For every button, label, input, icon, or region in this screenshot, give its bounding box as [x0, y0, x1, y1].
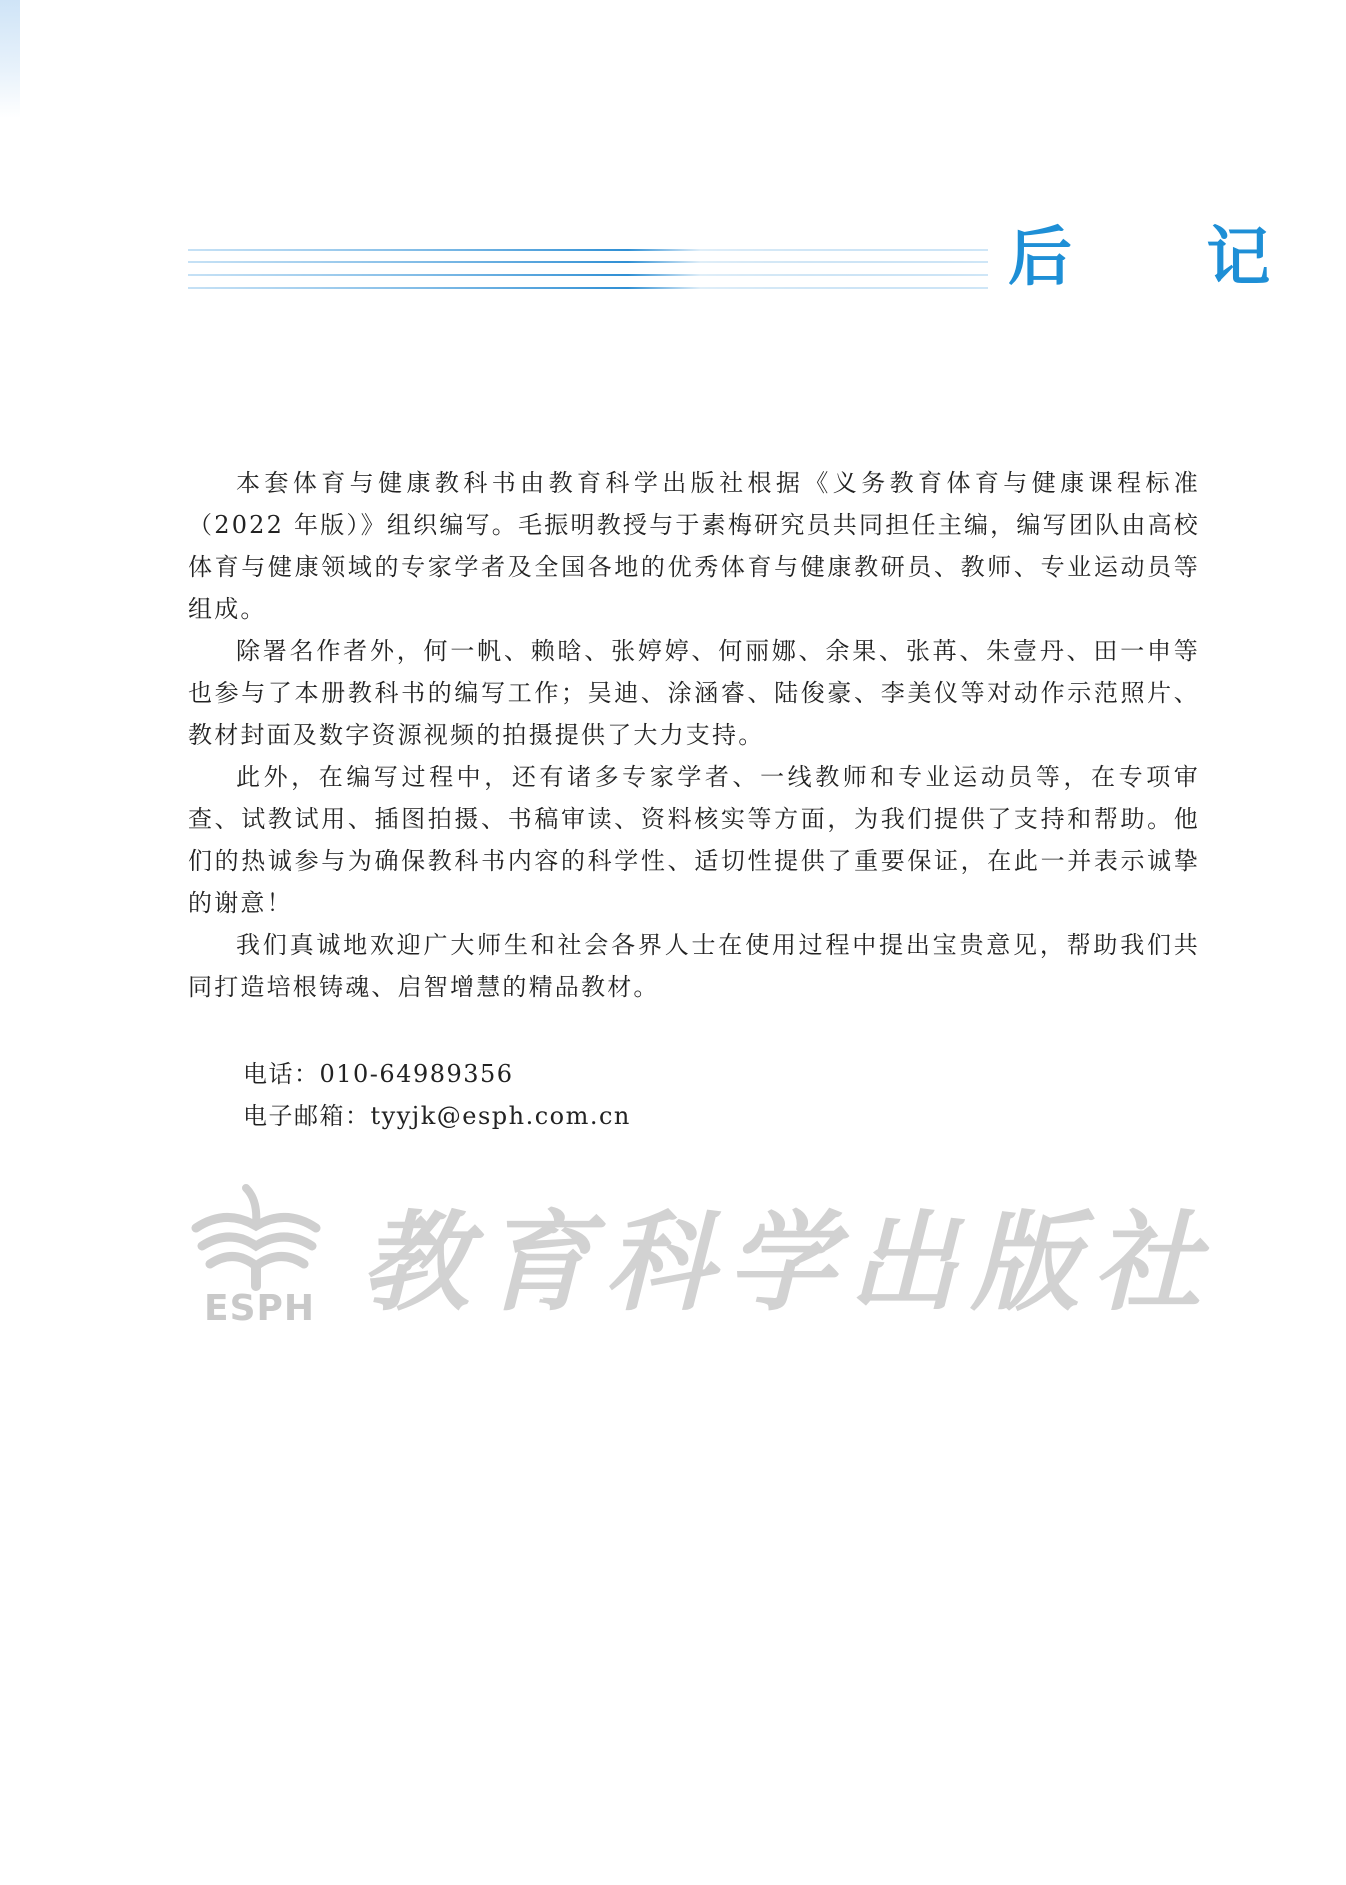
watermark-brand: ESPH	[204, 1288, 316, 1329]
body-text	[188, 462, 1200, 1008]
phone-line: 电话：010-64989356	[243, 1060, 514, 1088]
contact-info	[243, 1053, 631, 1137]
email-line: 电子邮箱：tyyjk@esph.com.cn	[243, 1102, 631, 1130]
header-decorative-lines	[188, 247, 988, 293]
paragraph-2: 除署名作者外，何一帆、赖晗、张婷婷、何丽娜、余果、张苒、朱壹丹、田一申等也参与了本册教科书的编写工作；吴迪、涂涵睿、陆俊豪、李美仪等对动作示范照片、教材封面及数字资源视频的拍摄提供了大力支持。	[188, 637, 1200, 749]
paragraph-4: 我们真诚地欢迎广大师生和社会各界人士在使用过程中提出宝贵意见，帮助我们共同打造培根铸魂、启智增慧的精品教材。	[188, 931, 1200, 1001]
paragraph-3: 此外，在编写过程中，还有诸多专家学者、一线教师和专业运动员等，在专项审查、试教试用、插图拍摄、书稿审读、资料核实等方面，为我们提供了支持和帮助。他们的热诚参与为确保教科书内容的科学性、适切性提供了重要保证，在此一并表示诚挚的谢意！	[188, 763, 1200, 917]
paragraph-1: 本套体育与健康教科书由教育科学出版社根据《义务教育体育与健康课程标准（2022 年版）》组织编写。毛振明教授与于素梅研究员共同担任主编，编写团队由高校体育与健康领域的专家学者及全国各地的优秀体育与健康教研员、教师、专业运动员等组成。	[188, 469, 1200, 623]
page-title: 后 记	[1008, 221, 1327, 295]
corner-tab	[0, 0, 20, 118]
watermark-publisher-name: 教育科学出版社	[361, 1200, 1216, 1326]
publisher-watermark	[186, 1168, 1216, 1338]
